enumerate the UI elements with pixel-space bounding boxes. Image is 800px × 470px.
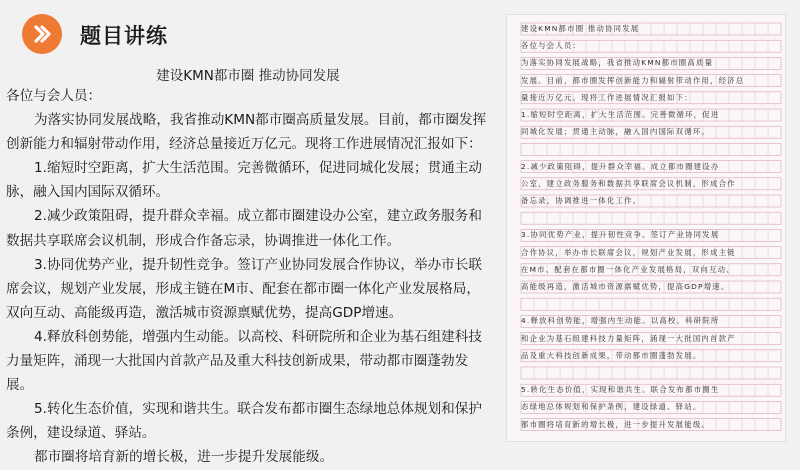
handwritten-line: 态绿地总体规划和保护条例，建设绿道、驿站。 xyxy=(521,402,702,412)
paragraph-5: 5.转化生态价值，实现和谐共生。联合发布都市圈生态绿地总体规划和保护条例，建设绿道、驿站。 xyxy=(6,401,482,442)
handwritten-line: 发展。目前，都市圈发挥创新能力和辐射带动作用，经济总 xyxy=(521,75,745,85)
handwritten-line xyxy=(521,367,783,379)
chevron-right-icon xyxy=(22,14,62,54)
handwritten-line: 量接近万亿元。现将工作进展情况汇报如下： xyxy=(521,92,693,102)
handwritten-line: 2.减少政策阻碍，提升群众幸福。成立都市圈建设办 xyxy=(521,161,720,171)
handwritten-line: 建设KMN都市圈 推动协同发展 xyxy=(521,24,640,33)
page-title: 题目讲练 xyxy=(80,24,168,48)
essay-title: 建设KMN都市圈 推动协同发展 xyxy=(156,68,340,84)
handwritten-line: 各位与会人员： xyxy=(521,41,582,51)
handwritten-line: 为落实协同发展战略，我省推动KMN都市圈高质量 xyxy=(521,58,714,68)
handwritten-line: 在M市、配套在都市圈一体化产业发展格局，双向互动、 xyxy=(521,264,735,274)
paragraph-1: 1.缩短时空距离，扩大生活范围。完善微循环，促进同城化发展；贯通主动脉，融入国内国际双循环。 xyxy=(6,160,482,201)
handwritten-line: 公室，建立政务服务和数据共享联席会议机制，形成合作 xyxy=(521,178,736,188)
handwritten-line: 3.协同优势产业，提升韧性竞争。签订产业协同发展 xyxy=(521,230,720,240)
handwritten-line xyxy=(521,298,783,310)
paragraph-2: 2.减少政策阻碍，提升群众幸福。成立都市圈建设办公室，建立政务服务和数据共享联席会议机制，形成合作备忘录，协调推进一体化工作。 xyxy=(6,208,482,249)
handwritten-line: 4.释放科创势能，增强内生动能。以高校、科研院所 xyxy=(521,316,720,326)
essay-body xyxy=(6,84,492,470)
handwritten-line xyxy=(521,212,783,224)
handwritten-line: 和企业为基石组建科技力量矩阵，涌现一大批国内首款产 xyxy=(521,333,736,343)
handwritten-line: 品及重大科技创新成果，带动都市圈蓬勃发展。 xyxy=(521,350,702,360)
paragraph-conclusion: 都市圈将培育新的增长极，进一步提升发展能级。 xyxy=(34,449,334,466)
handwritten-line: 都市圈将培育新的增长极，进一步提升发展能级。 xyxy=(521,419,710,429)
chevron-right-glyph xyxy=(31,23,53,45)
handwritten-line: 5.转化生态价值，实现和谐共生。联合发布都市圈生 xyxy=(521,385,720,395)
handwritten-line: 同城化发展；贯通主动脉，融入国内国际双循环。 xyxy=(521,127,710,137)
handwritten-line: 1.缩短时空距离，扩大生活范围。完善微循环，促进 xyxy=(521,110,720,119)
handwritten-line: 备忘录，协调推进一体化工作。 xyxy=(521,196,642,205)
handwritten-line: 高能级再造，激活城市资源禀赋优势，提高GDP增速。 xyxy=(521,282,730,291)
handwritten-answer-sheet xyxy=(506,14,786,442)
handwritten-line xyxy=(521,143,783,155)
handwritten-line: 合作协议，举办市长联席会议，规划产业发展，形成主链 xyxy=(521,247,736,257)
paragraph-3: 3.协同优势产业，提升韧性竞争。签订产业协同发展合作协议，举办市长联席会议，规划产业发展，形成主链在M市、配套在都市圈一体化产业发展格局，双向互动、高能级再造，激活城市资源禀赋优势，提高GDP增速。 xyxy=(6,256,482,321)
paragraph-4: 4.释放科创势能，增强内生动能。以高校、科研院所和企业为基石组建科技力量矩阵，涌现一大批国内首款产品及重大科技创新成果，带动都市圈蓬勃发展。 xyxy=(6,328,482,394)
paragraph-intro: 为落实协同发展战略，我省推动KMN都市圈高质量发展。目前，都市圈发挥创新能力和辐射带动作用，经济总量接近万亿元。现将工作进展情况汇报如下： xyxy=(6,112,487,153)
salutation: 各位与会人员： xyxy=(6,88,102,104)
